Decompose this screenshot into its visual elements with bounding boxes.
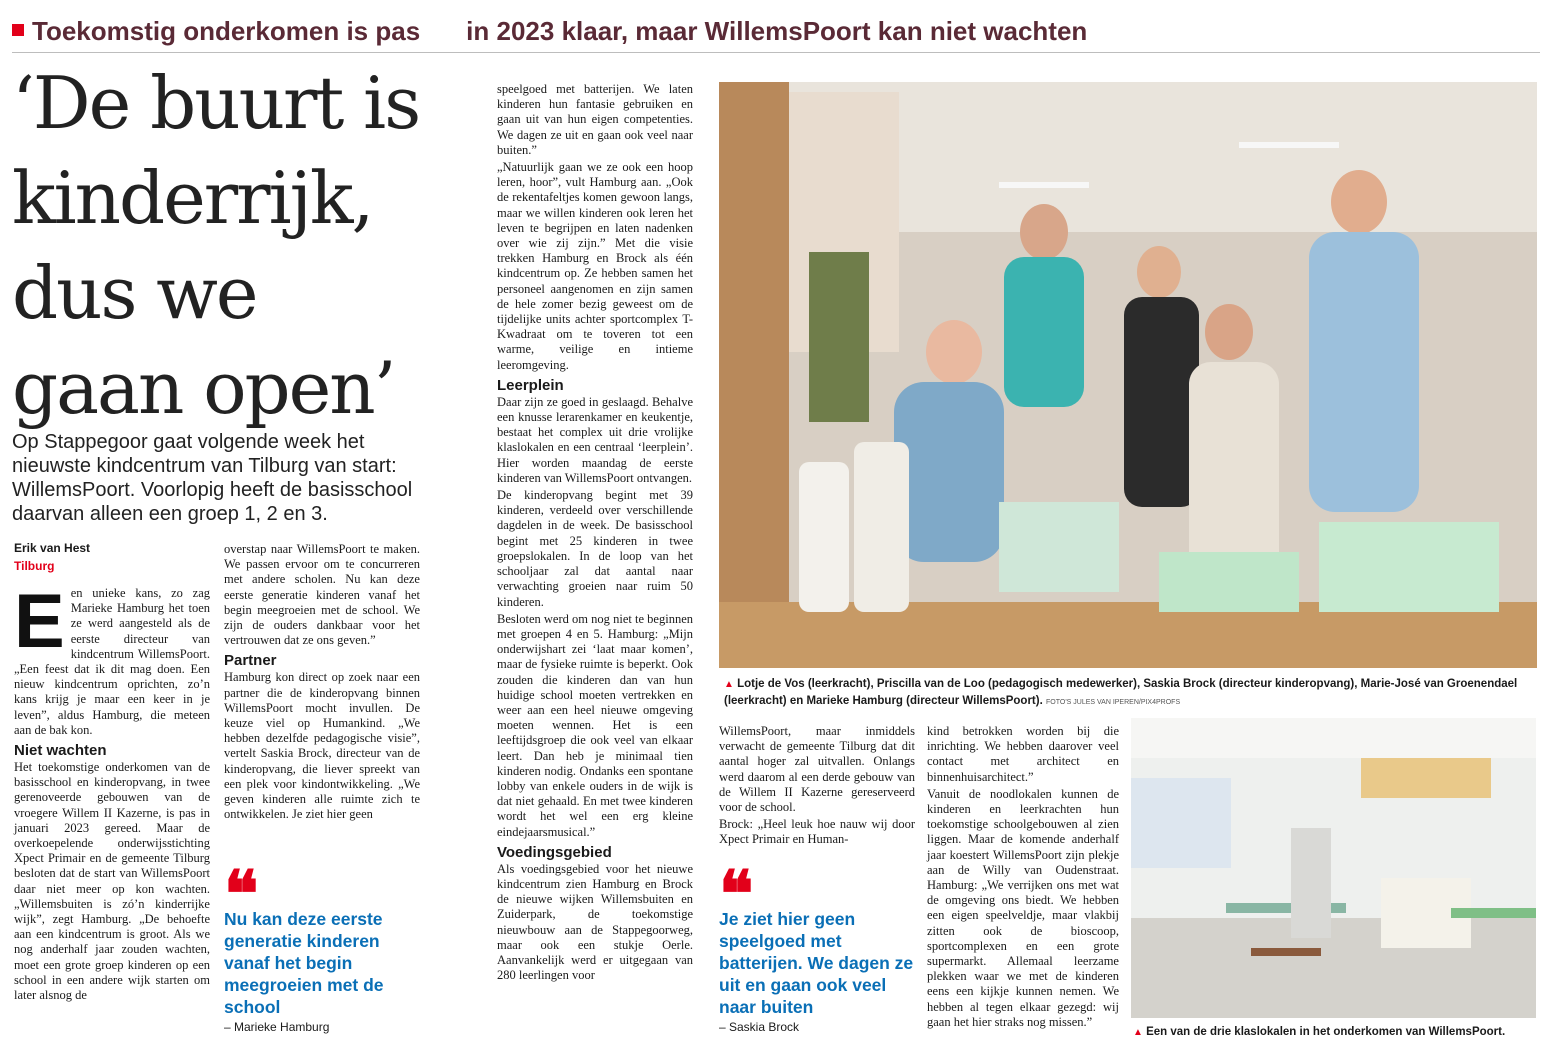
photo-team bbox=[719, 82, 1537, 668]
pull-quote-author: – Marieke Hamburg bbox=[224, 1020, 330, 1034]
quote-mark-icon: ❝ bbox=[719, 858, 754, 930]
subheading-voedingsgebied: Voedingsgebied bbox=[497, 843, 612, 861]
paragraph: „Natuurlijk gaan we ze ook een hoop leren, hoor”, vult Hamburg aan. „Ook de rekentafeltjes komen gewoon langs, maar we willen kinderen ook leren het leven te begrijpen en laten nadenken over wie zij zijn.” Met die visie trekken Hamburg en Brock als één kindcentrum op. Ze hebben samen het personeel aangenomen en zijn samen de hele zomer bezig geweest om de tijdelijke units achter sportcomplex T-Kwadraat om te toveren tot een warme, veilige en intieme leeromgeving. bbox=[497, 160, 693, 372]
paragraph: overstap naar WillemsPoort te maken. We passen ervoor om te concurreren met andere scholen. Nu kan deze eerste generatie kinderen vanaf het begin meegroeien met de school. We zijn de ouders dankbaar voor het vertrouwen dat ze ons geven.” bbox=[224, 542, 420, 648]
photo-classroom bbox=[1131, 718, 1536, 1018]
pull-quote-text: Nu kan deze eerste generatie kinderen vanaf het begin meegroeien met de school bbox=[224, 909, 384, 1017]
photo-classroom-illustration bbox=[1131, 718, 1536, 1018]
paragraph: Het toekomstige onderkomen van de basisschool en kinderopvang, in twee gerenoveerde gebouwen van de vroegere Willem II Kazerne, is pas in januari 2023 gereed. Maar de overkoepelende onderwijsstichting Xpect Primair en de gemeente Tilburg besloten dat de start van WillemsPoort daar niet meer op kon wachten. „Willemsbuiten is zó’n kinderrijke wijk”, zegt Hamburg. „De behoefte aan een kindcentrum is groot. Als we nog anderhalf jaar zouden wachten, moet een grote groep kinderen op een school in een andere wijk starten om later alsnog de bbox=[14, 760, 210, 1003]
caption-triangle-icon: ▲ bbox=[724, 679, 734, 690]
paragraph: en unieke kans, zo zag Marieke Hamburg het toen ze werd aangesteld als de eerste directeur van kindcentrum WillemsPoort. „Een feest dat ik dit mag doen. Een nieuw kindcentrum oprichten, zo’n kans krijg je maar een keer in je leven”, aldus Hamburg, die meteen aan de bak kon. bbox=[14, 586, 210, 737]
article-column-5 bbox=[927, 724, 1119, 1032]
drop-cap: E bbox=[14, 579, 65, 664]
subheading-partner: Partner bbox=[224, 652, 277, 670]
subheading-leerplein: Leerplein bbox=[497, 376, 564, 394]
article-column-4 bbox=[719, 724, 915, 850]
intro-text: Op Stappegoor gaat volgende week het nieuwste kindcentrum van Tilburg van start: WillemsPoort. Voorlopig heeft de basisschool daarvan alleen een groep 1, 2 en 3. bbox=[12, 431, 413, 525]
caption-triangle-icon: ▲ bbox=[1133, 1027, 1143, 1038]
paragraph: Vanuit de noodlokalen kunnen de kinderen en leerkrachten hun toekomstige schoolgebouwen al zien liggen. Maar de komende anderhalf jaar koestert WillemsPoort zijn plekje aan de Willy van Oudenstraat. Hamburg: „We verrijken ons met wat de omgeving ons biedt. We hebben een eigen speelveldje, maar vlakbij zitten ook de bioscoop, sportcomplexen en een grote supermarkt. Allemaal leerzame plekken waar we met de kinderen eens een kijkje kunnen nemen. We hebben al tegen elkaar gezegd: wij gaan het hier straks nog missen.” bbox=[927, 786, 1119, 1029]
paragraph: kind betrokken worden bij die inrichting. We hebben daarover veel contact met architect en binnenhuisarchitect.” bbox=[927, 724, 1119, 784]
paragraph: Brock: „Heel leuk hoe nauw wij door Xpect Primair en Human- bbox=[719, 817, 915, 847]
article-column-1 bbox=[14, 579, 210, 1005]
paragraph: Hamburg kon direct op zoek naar een partner die de kinderopvang binnen WillemsPoort mocht invullen. De keuze viel op Humankind. „We hebben dezelfde pedagogische visie”, vertelt Saskia Brock, directeur van de kinderopvang, die liever spreekt van een plek voor kindontwikkeling. „We geven kinderen alle ruimte zich te ontwikkelen. Je ziet hier geen bbox=[224, 670, 420, 822]
red-square-icon bbox=[12, 24, 24, 36]
paragraph: Daar zijn ze goed in geslaagd. Behalve een knusse lerarenkamer en keukentje, bestaat het complex uit drie vrolijke klaslokalen en een centraal ‘leerplein’. Hier worden maandag de eerste kinderen van WillemsPoort ontvangen. bbox=[497, 394, 693, 485]
kicker-right: in 2023 klaar, maar WillemsPoort kan niet wachten bbox=[466, 16, 1088, 46]
photo-classroom-caption bbox=[1133, 1024, 1543, 1041]
photo-credit: FOTO'S JULES VAN IPEREN/PIX4PROFS bbox=[1046, 699, 1181, 706]
quote-mark-icon: ❝ bbox=[224, 858, 259, 930]
photo-team-illustration bbox=[719, 82, 1537, 668]
caption-text: Lotje de Vos (leerkracht), Priscilla van de Loo (pedagogisch medewerker), Saskia Brock (directeur kinderopvang), Marie-José van Groenendael (leerkracht) en Marieke Hamburg (directeur WillemsPoort). bbox=[724, 678, 1518, 707]
kicker-bar bbox=[12, 16, 1540, 53]
dateline-place: Tilburg bbox=[14, 559, 55, 573]
pull-quote-author: – Saskia Brock bbox=[719, 1020, 800, 1034]
pull-quote-text: Je ziet hier geen speelgoed met batterijen. We dagen ze uit en gaan ook veel naar buiten bbox=[719, 909, 914, 1017]
paragraph: Als voedingsgebied voor het nieuwe kindcentrum zien Hamburg en Brock de nieuwe wijken Willemsbuiten en Zuiderpark, de toekomstige nieuwbouw aan de Stappegoorweg, maar ook een stukje Oerle. Aanvankelijk werd er uitgegaan van 280 leerlingen voor bbox=[497, 861, 693, 983]
photo-team-caption bbox=[724, 676, 1534, 711]
kicker-left: Toekomstig onderkomen is pas bbox=[32, 16, 421, 46]
headline: ‘De buurt is kinderrijk, dus we gaan open’ bbox=[12, 61, 420, 430]
caption-text: Een van de drie klaslokalen in het onderkomen van WillemsPoort. bbox=[1146, 1026, 1506, 1038]
pull-quote-1 bbox=[224, 858, 420, 1034]
article-column-3 bbox=[497, 82, 693, 985]
byline: Erik van Hest bbox=[14, 541, 91, 555]
paragraph: De kinderopvang begint met 39 kinderen, verdeeld over verschillende dagdelen in de week. De basisschool begint met 25 kinderen in twee groepslokalen. In de loop van het schooljaar zal dat aantal naar verwachting groeien naar ruim 50 kinderen. bbox=[497, 488, 693, 609]
subheading-niet-wachten: Niet wachten bbox=[14, 742, 107, 760]
article-column-2 bbox=[224, 542, 420, 824]
paragraph: speelgoed met batterijen. We laten kinderen hun fantasie gebruiken en gaan uit van hun eigen competenties. We dagen ze uit en gaan ook veel naar buiten.” bbox=[497, 82, 693, 157]
paragraph: Besloten werd om nog niet te beginnen met groepen 4 en 5. Hamburg: „Mijn onderwijshart zei ‘laat maar komen’, maar de fysieke ruimte is beperkt. Ook zouden die kinderen dan van hun huidige school moeten vertrekken en weer aan een heel nieuwe omgeving moeten wennen. Het is een leeftijdsgroep die ook veel van elkaar leert. Dan heb je minimaal tien kinderen nodig. Ondanks een spontane lobby van enkele ouders in de wijk is dat niet gehaald. En met twee kinderen wordt het wel een erg kleine eindejaarsmusical.” bbox=[497, 611, 693, 839]
pull-quote-2 bbox=[719, 858, 915, 1034]
paragraph: WillemsPoort, maar inmiddels verwacht de gemeente Tilburg dat dit aantal hoger zal uitvallen. Onlangs werd daarom al een derde gebouw van de Willem II Kazerne gereserveerd voor de school. bbox=[719, 724, 915, 815]
